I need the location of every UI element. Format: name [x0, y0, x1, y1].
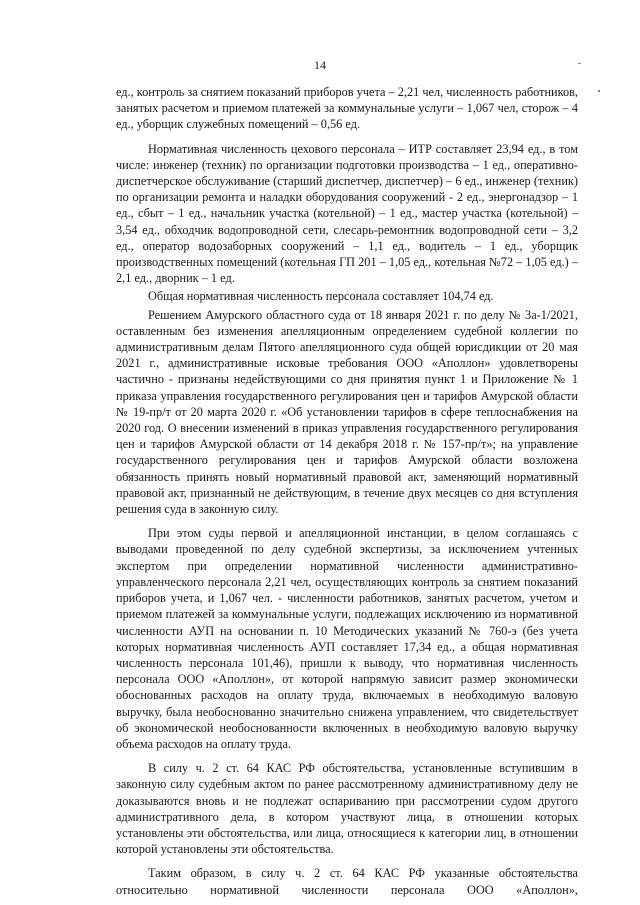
scan-artifact-dot [598, 90, 600, 92]
paragraph-conclusion: Таким образом, в силу ч. 2 ст. 64 КАС РФ указанные обстоятельства относительно нормативной численности персонала ООО «Аполлон», [116, 866, 578, 897]
paragraph-total-staff: Общая нормативная численность персонала составляет 104,74 ед. [148, 289, 494, 304]
paragraph-continuation: ед., контроль за снятием показаний приборов учета – 2,21 чел, численность работников, занятых расчетом и приемом платежей за коммунальные услуги – 1,067 чел, сторож – 4 ед., уборщик служебных помещений – 0,56 ед. [116, 85, 578, 132]
paragraph-court-decision: Решением Амурского областного суда от 18 января 2021 г. по делу № 3а-1/2021, оставленным без изменения апелляционным определением судебной коллегии по административным делам Пятого апелляционного суда общей юрисдикции от 20 мая 2021 г., административные исковые требования ООО «Аполлон» удовлетворены частично - признаны недействующими со дня принятия пункт 1 и Приложение № 1 приказа управления государственного регулирования цен и тарифов Амурской области № 19-пр/т от 20 марта 2020 г. «Об установлении тарифов в сфере теплоснабжения на 2020 год. О внесении изменений в приказ управления государственного регулирования цен и тарифов Амурской области от 14 декабря 2018 г. № 157-пр/т»; на управление государственного регулирования цен и тарифов Амурской области возложена обязанность принять новый нормативный правовой акт, заменяющий нормативный правовой акт, признанный не действующим, в течение двух месяцев со дня вступления решения суда в законную силу. [116, 307, 578, 517]
paragraph-itr-staff: Нормативная численность цехового персонала – ИТР составляет 23,94 ед., в том числе: инженер (техник) по организации подготовки производства – 1 ед., оперативно-диспетчерское обслуживание (старший диспетчер, диспетчер) – 6 ед., инженер (техник) по организации ремонта и наладки оборудования сооружений - 2 ед., энергонадзор – 1 ед., сбыт – 1 ед., начальник участка (котельной) – 1 ед., мастер участка (котельной) – 3,54 ед., обходчик водопроводной сети, слесарь-ремонтник водопроводной сети – 3,2 ед., оператор водозаборных сооружений – 1,1 ед., водитель – 1 ед., уборщик производственных помещений (котельная ГП 201 – 1,05 ед., котельная №72 – 1,05 ед.) – 2,1 ед., дворник – 1 ед. [116, 141, 578, 286]
paragraph-kas-article: В силу ч. 2 ст. 64 КАС РФ обстоятельства, установленные вступившим в законную силу судебным актом по ранее рассмотренному административному делу не доказываются вновь и не подлежат оспариванию при рассмотрении судом другого административного дела, в котором участвуют лица, в отношении которых установлены эти обстоятельства, или лица, относящиеся к категории лиц, в отношении которой установлены эти обстоятельства. [116, 761, 578, 857]
page-number: 14 [314, 58, 326, 72]
paragraph-expertise: При этом суды первой и апелляционной инстанции, в целом соглашаясь с выводами проведенной по делу судебной экспертизы, за исключением учтенных экспертом при определении нормативной численности административно-управленческого персонала 2,21 чел, осуществляющих контроль за снятием показаний приборов учета, и 1,067 чел. - численности работников, занятых расчетом, учетом и приемом платежей за коммунальные услуги, подлежащих исключению из нормативной численности АУП на основании п. 10 Методических указаний № 760-э (без учета которых нормативная численность АУП составляет 17,34 ед., а общая нормативная численность персонала 101,46), пришли к выводу, что нормативная численность персонала ООО «Аполлон», от которой напрямую зависит размер экономически обоснованных расходов на оплату труда, включаемых в необходимую валовую выручку, была необоснованно значительно снижена управлением, что свидетельствует об экономической необоснованности включенных в необходимую валовую выручку объема расходов на оплату труда. [116, 526, 578, 751]
document-body [116, 84, 578, 898]
